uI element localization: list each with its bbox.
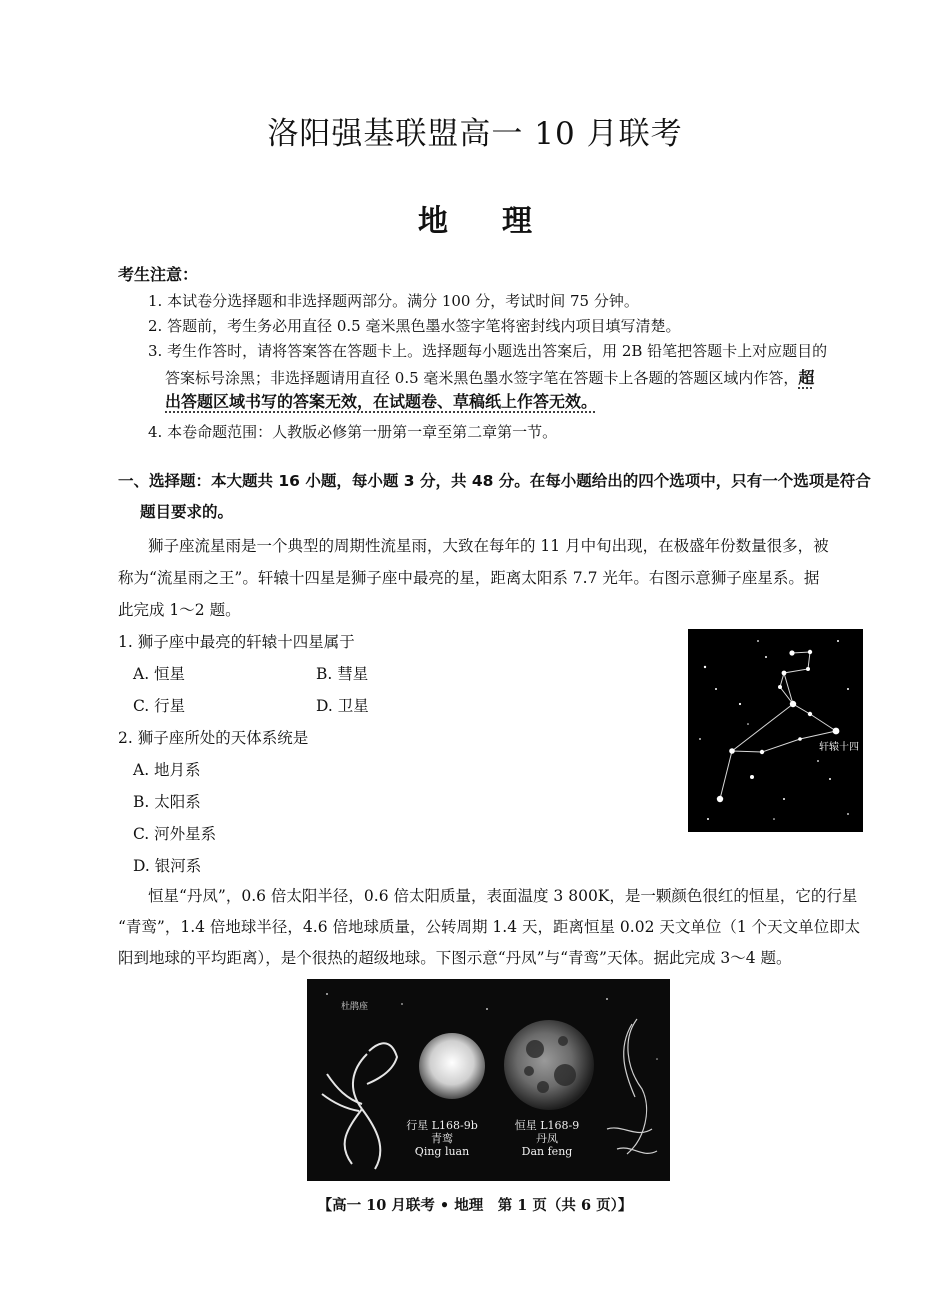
notice-text: 答案标号涂黑；非选择题请用直径 0.5 毫米黑色墨水签字笔在答题卡上各题的答题区域内作答， [165, 369, 799, 387]
q1-option-c: C. 行星 [133, 697, 186, 715]
exam-title: 洛阳强基联盟高一 10 月联考 [267, 116, 683, 152]
passage-line: “青鸾”，1.4 倍地球半径，4.6 倍地球质量，公转周期 1.4 天，距离恒星 0.02 天文单位（1 个天文单位即太 [118, 918, 861, 936]
notice-item: 2. 答题前，考生务必用直径 0.5 毫米黑色墨水签字笔将密封线内项目填写清楚。 [148, 317, 681, 335]
passage-line: 恒星“丹凤”，0.6 倍太阳半径，0.6 倍太阳质量，表面温度 3 800K，是一颗颜色很红的恒星，它的行星 [148, 887, 858, 905]
star-caption [497, 1119, 597, 1158]
notice-item: 1. 本试卷分选择题和非选择题两部分。满分 100 分，考试时间 75 分钟。 [148, 292, 639, 310]
page-footer: 【高一 10 月联考 • 地理 第 1 页（共 6 页）】 [317, 1197, 633, 1214]
q2-option-d: D. 银河系 [133, 857, 202, 875]
question-2-stem: 2. 狮子座所处的天体系统是 [118, 729, 309, 747]
star-danfeng [504, 1020, 594, 1110]
section-heading-cont: 题目要求的。 [140, 503, 234, 521]
planet-caption [392, 1119, 492, 1158]
notice-item: 4. 本卷命题范围：人教版必修第一册第一章至第二章第一节。 [148, 423, 558, 441]
q1-option-b: B. 彗星 [316, 665, 369, 683]
planet-qingluan [419, 1033, 485, 1099]
constellation-corner-label: 杜鹃座 [341, 1002, 369, 1012]
passage-line: 此完成 1～2 题。 [118, 601, 241, 619]
q2-option-c: C. 河外星系 [133, 825, 217, 843]
star-pinyin: Dan feng [521, 1145, 573, 1158]
notice-heading: 考生注意： [118, 265, 199, 284]
star-label: 恒星 L168-9 [514, 1119, 580, 1132]
q2-option-b: B. 太阳系 [133, 793, 201, 811]
dragon-drawing [607, 1019, 657, 1154]
subject-title: 地理 [418, 204, 586, 239]
passage-line: 阳到地球的平均距离），是个很热的超级地球。下图示意“丹凤”与“青鸾”天体。据此完成 3～4 题。 [118, 949, 792, 967]
q1-option-d: D. 卫星 [316, 697, 369, 715]
planet-label: 行星 L168-9b [406, 1119, 478, 1132]
planet-pinyin: Qing luan [414, 1145, 470, 1158]
danfeng-qingluan-figure [307, 979, 670, 1181]
planet-name: 青鸾 [431, 1132, 453, 1145]
regulus-label: 轩辕十四 [819, 742, 859, 753]
notice-item: 3. 考生作答时，请将答案答在答题卡上。选择题每小题选出答案后，用 2B 铅笔把答题卡上对应题目的 [148, 342, 828, 360]
notice-item-continued [165, 365, 814, 388]
passage-line: 称为“流星雨之王”。轩辕十四星是狮子座中最亮的星，距离太阳系 7.7 光年。右图示意狮子座星系。据 [118, 569, 820, 587]
q2-option-a: A. 地月系 [133, 761, 201, 779]
star-name: 丹凤 [536, 1132, 558, 1145]
notice-emphasis: 超 [798, 368, 815, 387]
phoenix-drawing [322, 1043, 397, 1169]
q1-option-a: A. 恒星 [133, 665, 186, 683]
passage-line: 狮子座流星雨是一个典型的周期性流星雨，大致在每年的 11 月中旬出现，在极盛年份数量很多，被 [148, 537, 829, 555]
question-1-stem: 1. 狮子座中最亮的轩辕十四星属于 [118, 633, 355, 651]
section-heading: 一、选择题：本大题共 16 小题，每小题 3 分，共 48 分。在每小题给出的四个选项中，只有一个选项是符合 [118, 472, 871, 490]
notice-emphasis-line: 出答题区域书写的答案无效，在试题卷、草稿纸上作答无效。 [165, 392, 598, 411]
leo-constellation-map [688, 629, 863, 832]
leo-constellation-figure [688, 629, 863, 832]
